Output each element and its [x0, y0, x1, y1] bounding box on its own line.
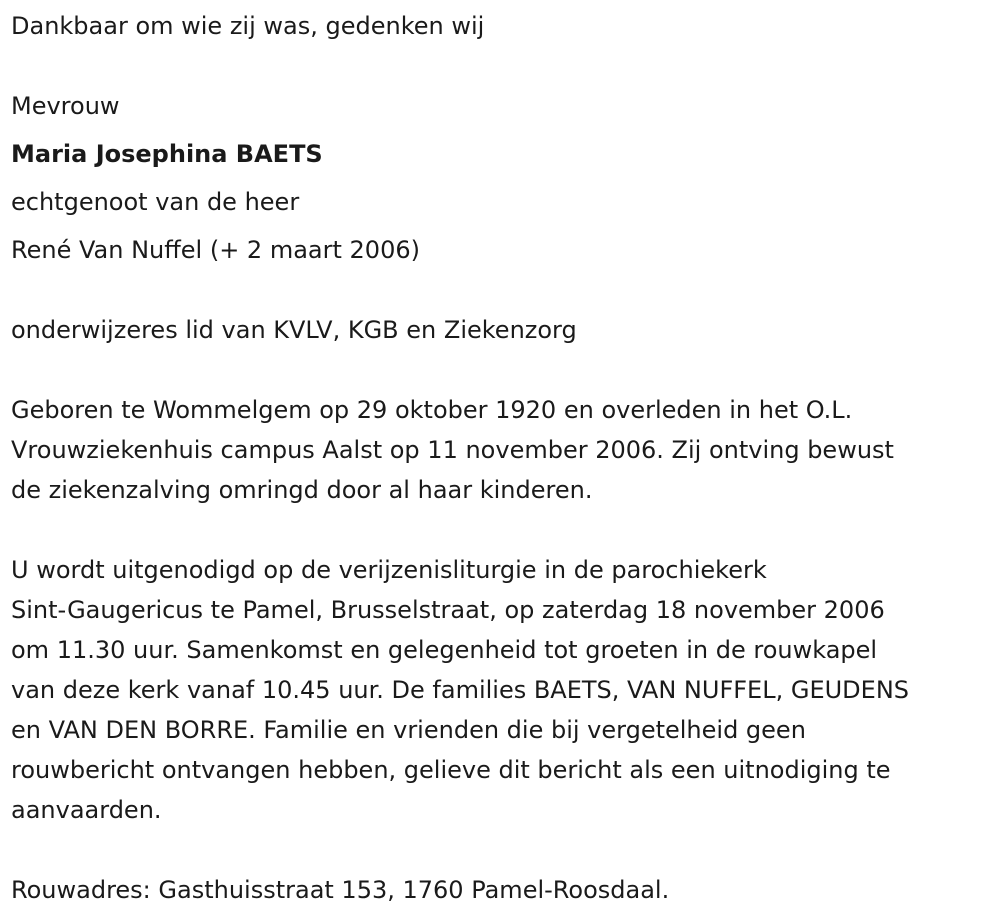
spouse-intro: echtgenoot van de heer: [11, 188, 300, 216]
text-line: de ziekenzalving omringd door al haar kinderen.: [11, 476, 593, 504]
spouse-name: René Van Nuffel (+ 2 maart 2006): [11, 236, 420, 264]
text-line: en VAN DEN BORRE. Familie en vrienden die bij vergetelheid geen: [11, 716, 806, 744]
text-line: Sint-Gaugericus te Pamel, Brusselstraat, op zaterdag 18 november 2006: [11, 596, 885, 624]
text-line: rouwbericht ontvangen hebben, gelieve dit bericht als een uitnodiging te: [11, 756, 891, 784]
text-line: om 11.30 uur. Samenkomst en gelegenheid tot groeten in de rouwkapel: [11, 636, 878, 664]
mourning-address: Rouwadres: Gasthuisstraat 153, 1760 Pamel-Roosdaal.: [11, 876, 670, 904]
text-line: U wordt uitgenodigd op de verijzenisliturgie in de parochiekerk: [11, 556, 767, 584]
text-line: van deze kerk vanaf 10.45 uur. De families BAETS, VAN NUFFEL, GEUDENS: [11, 676, 910, 704]
text-line: aanvaarden.: [11, 796, 162, 824]
funeral-service-paragraph: [11, 550, 996, 830]
occupation-memberships: onderwijzeres lid van KVLV, KGB en Ziekenzorg: [11, 316, 577, 344]
text-line: Geboren te Wommelgem op 29 oktober 1920 en overleden in het O.L.: [11, 396, 853, 424]
honorific: Mevrouw: [11, 92, 120, 120]
deceased-name: Maria Josephina BAETS: [11, 140, 323, 168]
birth-death-paragraph: [11, 390, 996, 510]
intro-line: Dankbaar om wie zij was, gedenken wij: [11, 12, 485, 40]
text-line: Vrouwziekenhuis campus Aalst op 11 november 2006. Zij ontving bewust: [11, 436, 894, 464]
